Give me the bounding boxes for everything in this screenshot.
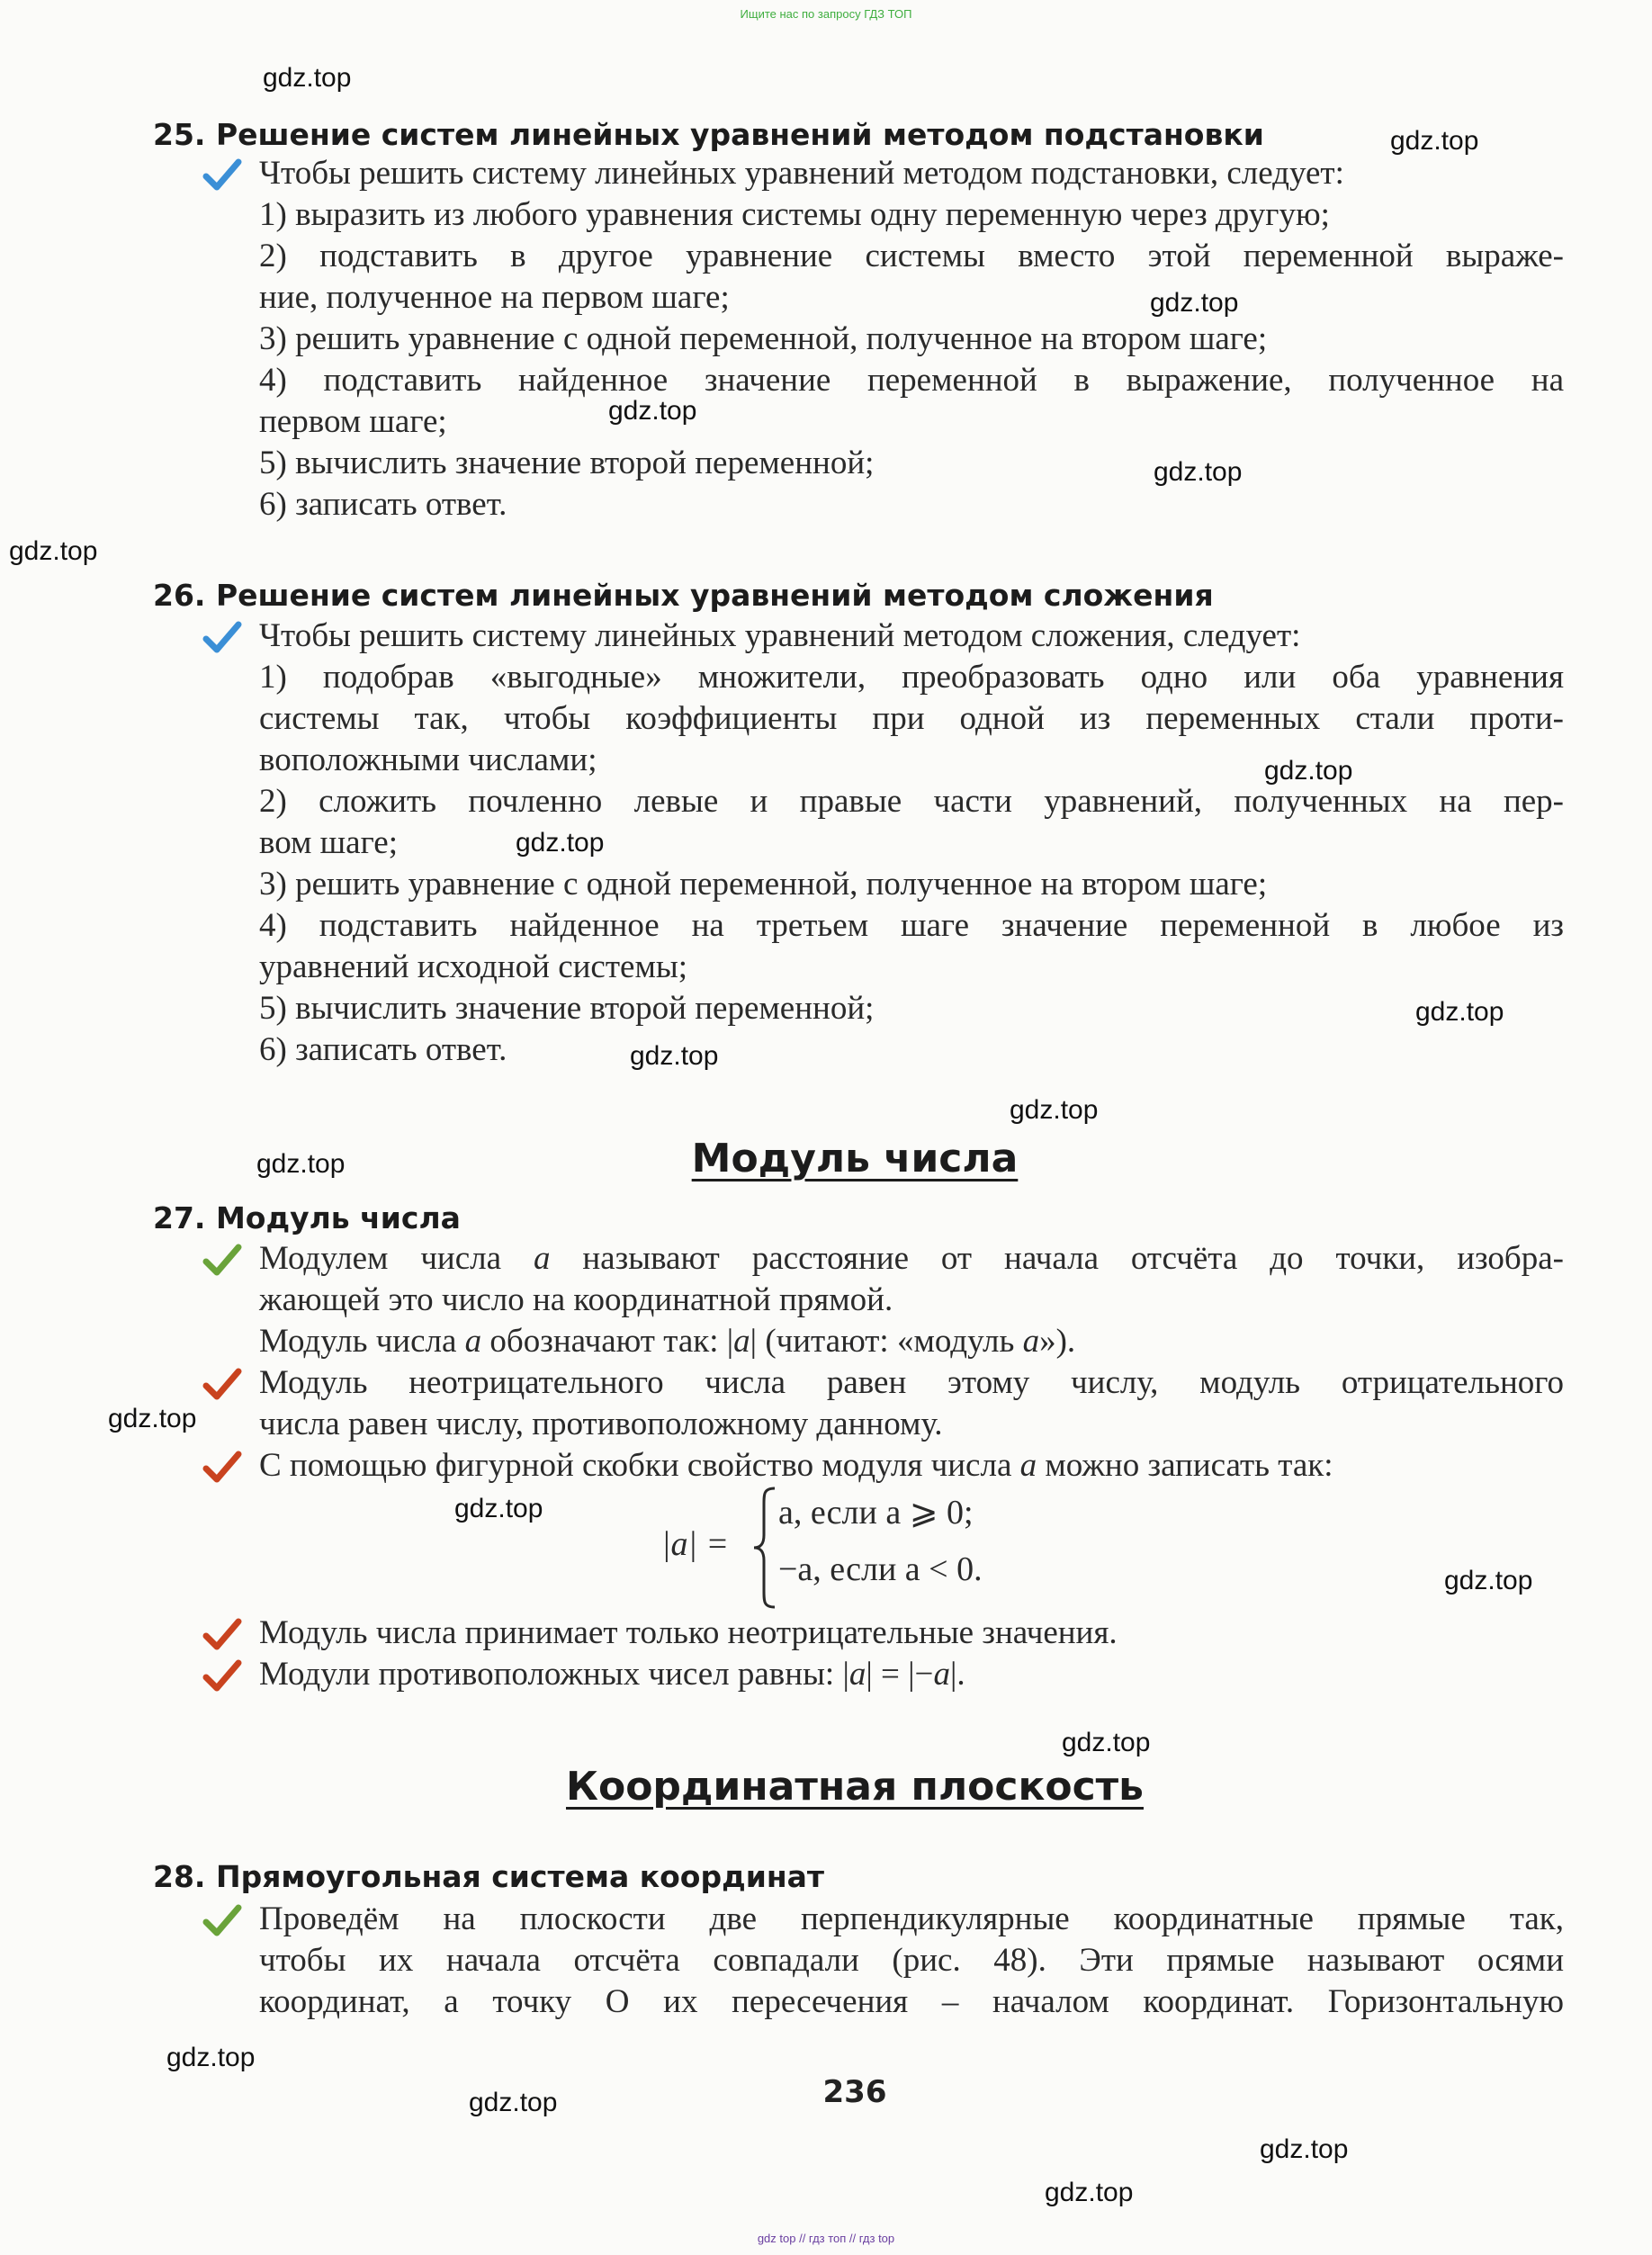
section-27-line: С помощью фигурной скобки свойство модуля числа a можно записать так: bbox=[259, 1447, 1333, 1484]
section-26-line: Чтобы решить систему линейных уравнений методом сложения, следует: bbox=[259, 617, 1301, 654]
watermark: gdz.top bbox=[1415, 997, 1504, 1027]
page-number: 236 bbox=[822, 2074, 887, 2110]
section-25-title: 25. Решение систем линейных уравнений методом подстановки bbox=[153, 117, 1264, 152]
section-27-line: Модули противоположных чисел равны: |a| = |−a|. bbox=[259, 1656, 965, 1693]
check-icon bbox=[202, 1900, 242, 1940]
watermark: gdz.top bbox=[1150, 288, 1239, 318]
section-28-line: Проведём на плоскости две перпендикулярные координатные прямые так, bbox=[259, 1900, 1564, 1937]
section-25-line: ние, полученное на первом шаге; bbox=[259, 279, 730, 316]
watermark: gdz.top bbox=[516, 828, 605, 858]
section-26-line: 4) подставить найденное на третьем шаге значение переменной в любое из bbox=[259, 907, 1564, 944]
section-28-line: координат, а точку O их пересечения – началом координат. Горизонтальную bbox=[259, 1983, 1564, 2020]
section-26-line: 1) подобрав «выгодные» множители, преобразовать одно или оба уравнения bbox=[259, 659, 1564, 696]
section-27-line: Модуль числа a обозначают так: |a| (читают: «модуль a»). bbox=[259, 1323, 1076, 1360]
check-icon bbox=[202, 1364, 242, 1404]
section-27-line: Модулем числа a называют расстояние от начала отсчёта до точки, изобра- bbox=[259, 1240, 1564, 1277]
section-26-line: 5) вычислить значение второй переменной; bbox=[259, 990, 875, 1027]
chapter-heading-modulus: Модуль числа bbox=[691, 1136, 1019, 1181]
section-27-title: 27. Модуль числа bbox=[153, 1200, 461, 1235]
watermark: gdz.top bbox=[108, 1404, 197, 1433]
section-25-line: первом шаге; bbox=[259, 403, 447, 440]
section-25-line: Чтобы решить систему линейных уравнений методом подстановки, следует: bbox=[259, 155, 1344, 192]
section-25-line: 6) записать ответ. bbox=[259, 486, 507, 523]
section-27-line: Модуль неотрицательного числа равен этому числу, модуль отрицательного bbox=[259, 1364, 1564, 1401]
check-icon bbox=[202, 155, 242, 194]
section-26-line: вом шаге; bbox=[259, 824, 398, 861]
section-27-line: Модуль числа принимает только неотрицательные значения. bbox=[259, 1614, 1118, 1651]
section-25-line: 5) вычислить значение второй переменной; bbox=[259, 445, 875, 481]
watermark: gdz.top bbox=[1390, 126, 1479, 156]
section-25-line: 3) решить уравнение с одной переменной, полученное на втором шаге; bbox=[259, 320, 1268, 357]
watermark: gdz.top bbox=[1062, 1728, 1151, 1757]
section-25-line: 4) подставить найденное значение переменной в выражение, полученное на bbox=[259, 362, 1564, 399]
check-icon bbox=[202, 1614, 242, 1654]
section-27-line: числа равен числу, противоположному данному. bbox=[259, 1406, 943, 1442]
section-26-line: 6) записать ответ. bbox=[259, 1031, 507, 1068]
check-icon bbox=[202, 1656, 242, 1695]
section-25-line: 1) выразить из любого уравнения системы одну переменную через другую; bbox=[259, 196, 1330, 233]
watermark: gdz.top bbox=[1260, 2134, 1349, 2164]
section-26-line: 3) решить уравнение с одной переменной, полученное на втором шаге; bbox=[259, 866, 1268, 903]
formula-case-2: −a, если a < 0. bbox=[778, 1550, 983, 1588]
watermark: gdz.top bbox=[263, 63, 352, 93]
section-26-line: воположными числами; bbox=[259, 741, 597, 778]
check-icon bbox=[202, 617, 242, 657]
section-26-line: системы так, чтобы коэффициенты при одной из переменных стали проти- bbox=[259, 700, 1564, 737]
bottom-banner: gdz top // гдз топ // гдз top bbox=[757, 2232, 895, 2245]
watermark: gdz.top bbox=[1154, 457, 1243, 487]
curly-brace-icon bbox=[751, 1485, 778, 1611]
watermark: gdz.top bbox=[630, 1041, 719, 1071]
modulus-formula bbox=[661, 1485, 1129, 1611]
watermark: gdz.top bbox=[1264, 756, 1353, 786]
section-26-line: 2) сложить почленно левые и правые части уравнений, полученных на пер- bbox=[259, 783, 1564, 820]
watermark: gdz.top bbox=[1045, 2178, 1134, 2207]
section-25-line: 2) подставить в другое уравнение системы вместо этой переменной выраже- bbox=[259, 238, 1564, 274]
watermark: gdz.top bbox=[454, 1494, 543, 1523]
watermark: gdz.top bbox=[166, 2043, 256, 2072]
watermark: gdz.top bbox=[256, 1149, 346, 1179]
check-icon bbox=[202, 1240, 242, 1280]
section-26-title: 26. Решение систем линейных уравнений методом сложения bbox=[153, 578, 1214, 613]
watermark: gdz.top bbox=[469, 2088, 558, 2117]
watermark: gdz.top bbox=[9, 536, 98, 566]
section-28-title: 28. Прямоугольная система координат bbox=[153, 1859, 825, 1894]
formula-case-1: a, если a ⩾ 0; bbox=[778, 1494, 974, 1532]
section-27-line: жающей это число на координатной прямой. bbox=[259, 1281, 893, 1318]
top-banner: Ищите нас по запросу ГДЗ ТОП bbox=[740, 7, 912, 21]
section-26-line: уравнений исходной системы; bbox=[259, 948, 687, 985]
chapter-heading-coordinates: Координатная плоскость bbox=[566, 1764, 1144, 1810]
watermark: gdz.top bbox=[1010, 1095, 1099, 1125]
watermark: gdz.top bbox=[608, 396, 697, 426]
formula-lhs: |a| = bbox=[661, 1525, 730, 1563]
check-icon bbox=[202, 1447, 242, 1487]
watermark: gdz.top bbox=[1444, 1566, 1533, 1595]
section-28-line: чтобы их начала отсчёта совпадали (рис. 48). Эти прямые называют осями bbox=[259, 1942, 1564, 1979]
